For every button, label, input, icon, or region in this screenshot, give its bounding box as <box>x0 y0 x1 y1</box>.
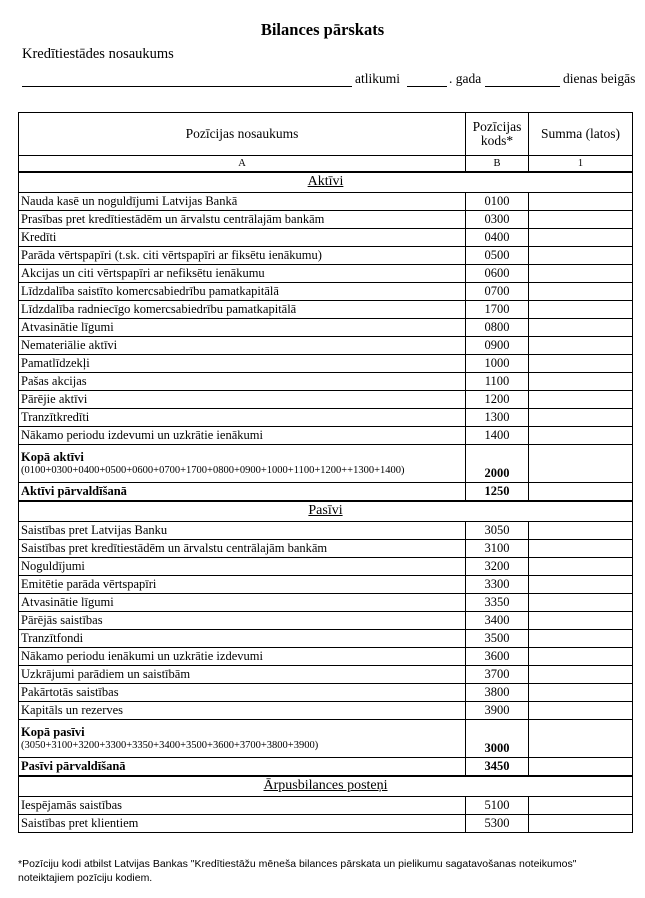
row-sum-cell[interactable] <box>529 576 633 594</box>
row-code: 0800 <box>466 319 529 337</box>
row-code: 1400 <box>466 427 529 445</box>
assets-total-sum-cell[interactable] <box>529 445 633 483</box>
assets-heading: Aktīvi <box>307 174 344 190</box>
liabilities-section-cell <box>19 501 633 522</box>
row-sum-cell[interactable] <box>529 409 633 427</box>
row-code: 1000 <box>466 355 529 373</box>
assets-total-code: 2000 <box>466 445 529 483</box>
assets-total-label: Kopā aktīvi <box>21 450 84 465</box>
table-row <box>19 797 633 815</box>
liabilities-section-row <box>19 501 633 522</box>
table-row <box>19 648 633 666</box>
row-name: Saistības pret kredītiestādēm un ārvalstu centrālajām bankām <box>19 540 466 558</box>
row-sum-cell[interactable] <box>529 229 633 247</box>
row-name: Prasības pret kredītiestādēm un ārvalstu centrālajām bankām <box>19 211 466 229</box>
row-sum-cell[interactable] <box>529 594 633 612</box>
table-row <box>19 337 633 355</box>
table-row <box>19 265 633 283</box>
table-row <box>19 522 633 540</box>
liabilities-total-formula: (3050+3100+3200+3300+3350+3400+3500+3600+3700+3800+3900) <box>21 739 319 751</box>
row-code: 3900 <box>466 702 529 720</box>
dienas-beigas-label: dienas beigās <box>563 71 636 86</box>
offbalance-section-row <box>19 776 633 797</box>
offbalance-heading: Ārpusbilances posteņi <box>263 778 388 794</box>
row-name: Kapitāls un rezerves <box>19 702 466 720</box>
row-code: 0100 <box>466 193 529 211</box>
row-code: 1700 <box>466 301 529 319</box>
table-row <box>19 373 633 391</box>
table-row <box>19 391 633 409</box>
row-sum-cell[interactable] <box>529 558 633 576</box>
table-row <box>19 427 633 445</box>
row-name: Atvasinātie līgumi <box>19 319 466 337</box>
row-code: 0300 <box>466 211 529 229</box>
row-sum-cell[interactable] <box>529 522 633 540</box>
row-code: 1100 <box>466 373 529 391</box>
row-code: 5100 <box>466 797 529 815</box>
row-name: Nemateriālie aktīvi <box>19 337 466 355</box>
row-name: Saistības pret Latvijas Banku <box>19 522 466 540</box>
liabilities-total-label: Kopā pasīvi <box>21 725 85 740</box>
table-row <box>19 229 633 247</box>
row-sum-cell[interactable] <box>529 265 633 283</box>
row-code: 3300 <box>466 576 529 594</box>
row-code: 3200 <box>466 558 529 576</box>
row-code: 3050 <box>466 522 529 540</box>
row-name: Pārējie aktīvi <box>19 391 466 409</box>
assets-managed-label: Aktīvi pārvaldīšanā <box>19 483 466 502</box>
liabilities-managed-label: Pasīvi pārvaldīšanā <box>19 758 466 777</box>
year-blank <box>485 86 560 87</box>
liabilities-total-row <box>19 720 633 758</box>
row-sum-cell[interactable] <box>529 630 633 648</box>
row-sum-cell[interactable] <box>529 702 633 720</box>
balance-table <box>18 112 633 833</box>
table-row <box>19 702 633 720</box>
liabilities-total-code: 3000 <box>466 720 529 758</box>
row-sum-cell[interactable] <box>529 319 633 337</box>
row-sum-cell[interactable] <box>529 666 633 684</box>
liabilities-managed-row <box>19 758 633 777</box>
table-row <box>19 301 633 319</box>
row-sum-cell[interactable] <box>529 684 633 702</box>
table-row <box>19 211 633 229</box>
row-sum-cell[interactable] <box>529 355 633 373</box>
row-name: Pakārtotās saistības <box>19 684 466 702</box>
offbalance-section-cell <box>19 776 633 797</box>
letter-a: A <box>19 156 466 173</box>
assets-total-row <box>19 445 633 483</box>
atlikumi-label: atlikumi <box>355 71 400 86</box>
row-code: 3500 <box>466 630 529 648</box>
table-row <box>19 540 633 558</box>
row-name: Nauda kasē un noguldījumi Latvijas Bankā <box>19 193 466 211</box>
row-name: Pašas akcijas <box>19 373 466 391</box>
assets-section-cell <box>19 172 633 193</box>
table-row <box>19 630 633 648</box>
row-code: 0700 <box>466 283 529 301</box>
table-row <box>19 684 633 702</box>
row-code: 0500 <box>466 247 529 265</box>
row-name: Atvasinātie līgumi <box>19 594 466 612</box>
row-code: 1300 <box>466 409 529 427</box>
assets-managed-code: 1250 <box>466 483 529 502</box>
row-sum-cell[interactable] <box>529 193 633 211</box>
row-code: 3400 <box>466 612 529 630</box>
liabilities-heading: Pasīvi <box>308 503 343 519</box>
row-sum-cell[interactable] <box>529 427 633 445</box>
row-sum-cell[interactable] <box>529 211 633 229</box>
row-name: Nākamo periodu ienākumi un uzkrātie izdevumi <box>19 648 466 666</box>
liabilities-total-sum-cell[interactable] <box>529 720 633 758</box>
table-row <box>19 612 633 630</box>
row-name: Tranzītkredīti <box>19 409 466 427</box>
row-name: Iespējamās saistības <box>19 797 466 815</box>
row-sum-cell[interactable] <box>529 797 633 815</box>
table-row <box>19 319 633 337</box>
table-row <box>19 576 633 594</box>
letter-1: 1 <box>529 156 633 173</box>
row-sum-cell[interactable] <box>529 337 633 355</box>
row-code: 3600 <box>466 648 529 666</box>
liabilities-managed-code: 3450 <box>466 758 529 777</box>
col-name-header: Pozīcijas nosaukums <box>19 113 466 156</box>
row-code: 0600 <box>466 265 529 283</box>
row-name: Līdzdalība saistīto komercsabiedrību pamatkapitālā <box>19 283 466 301</box>
row-code: 3700 <box>466 666 529 684</box>
row-name: Pamatlīdzekļi <box>19 355 466 373</box>
row-sum-cell[interactable] <box>529 540 633 558</box>
gada-label: . gada <box>449 71 482 86</box>
row-sum-cell[interactable] <box>529 283 633 301</box>
letter-b: B <box>466 156 529 173</box>
header-row <box>19 113 633 156</box>
period-line <box>22 71 636 89</box>
row-name: Emitētie parāda vērtspapīri <box>19 576 466 594</box>
row-name: Saistības pret klientiem <box>19 815 466 833</box>
row-code: 0900 <box>466 337 529 355</box>
liabilities-total-cell <box>19 720 466 758</box>
date-blank <box>407 86 447 87</box>
row-name: Parāda vērtspapīri (t.sk. citi vērtspapīri ar fiksētu ienākumu) <box>19 247 466 265</box>
table-row <box>19 666 633 684</box>
row-name: Kredīti <box>19 229 466 247</box>
assets-managed-row <box>19 483 633 502</box>
institution-name-label: Kredītiestādes nosaukums <box>22 46 174 62</box>
row-sum-cell[interactable] <box>529 247 633 265</box>
row-name: Uzkrājumi parādiem un saistībām <box>19 666 466 684</box>
row-code: 3800 <box>466 684 529 702</box>
table-row <box>19 193 633 211</box>
letters-row <box>19 156 633 173</box>
institution-blank <box>22 86 352 87</box>
table-row <box>19 815 633 833</box>
row-sum-cell[interactable] <box>529 815 633 833</box>
assets-section-row <box>19 172 633 193</box>
row-code: 3100 <box>466 540 529 558</box>
table-row <box>19 283 633 301</box>
row-sum-cell[interactable] <box>529 301 633 319</box>
liabilities-managed-sum-cell[interactable] <box>529 758 633 777</box>
table-row <box>19 247 633 265</box>
col-code-header: Pozīcijas kods* <box>466 113 529 156</box>
row-sum-cell[interactable] <box>529 391 633 409</box>
assets-total-cell <box>19 445 466 483</box>
row-code: 0400 <box>466 229 529 247</box>
table-row <box>19 355 633 373</box>
table-row <box>19 558 633 576</box>
row-name: Pārējās saistības <box>19 612 466 630</box>
row-name: Noguldījumi <box>19 558 466 576</box>
row-sum-cell[interactable] <box>529 612 633 630</box>
row-code: 5300 <box>466 815 529 833</box>
row-code: 3350 <box>466 594 529 612</box>
row-sum-cell[interactable] <box>529 373 633 391</box>
assets-managed-sum-cell[interactable] <box>529 483 633 502</box>
row-sum-cell[interactable] <box>529 648 633 666</box>
row-name: Akcijas un citi vērtspapīri ar nefiksētu ienākumu <box>19 265 466 283</box>
table-row <box>19 594 633 612</box>
assets-total-formula: (0100+0300+0400+0500+0600+0700+1700+0800+0900+1000+1100+1200++1300+1400) <box>21 464 405 476</box>
table-row <box>19 409 633 427</box>
col-sum-header: Summa (latos) <box>529 113 633 156</box>
row-name: Nākamo periodu izdevumi un uzkrātie ienākumi <box>19 427 466 445</box>
row-name: Tranzītfondi <box>19 630 466 648</box>
footnote: *Pozīciju kodi atbilst Latvijas Bankas "Kredītiestāžu mēneša bilances pārskata un pielikumu sagatavošanas noteikumos" noteiktajiem pozīciju kodiem. <box>18 858 577 884</box>
document-title: Bilances pārskats <box>260 20 385 39</box>
row-code: 1200 <box>466 391 529 409</box>
row-name: Līdzdalība radniecīgo komercsabiedrību pamatkapitālā <box>19 301 466 319</box>
